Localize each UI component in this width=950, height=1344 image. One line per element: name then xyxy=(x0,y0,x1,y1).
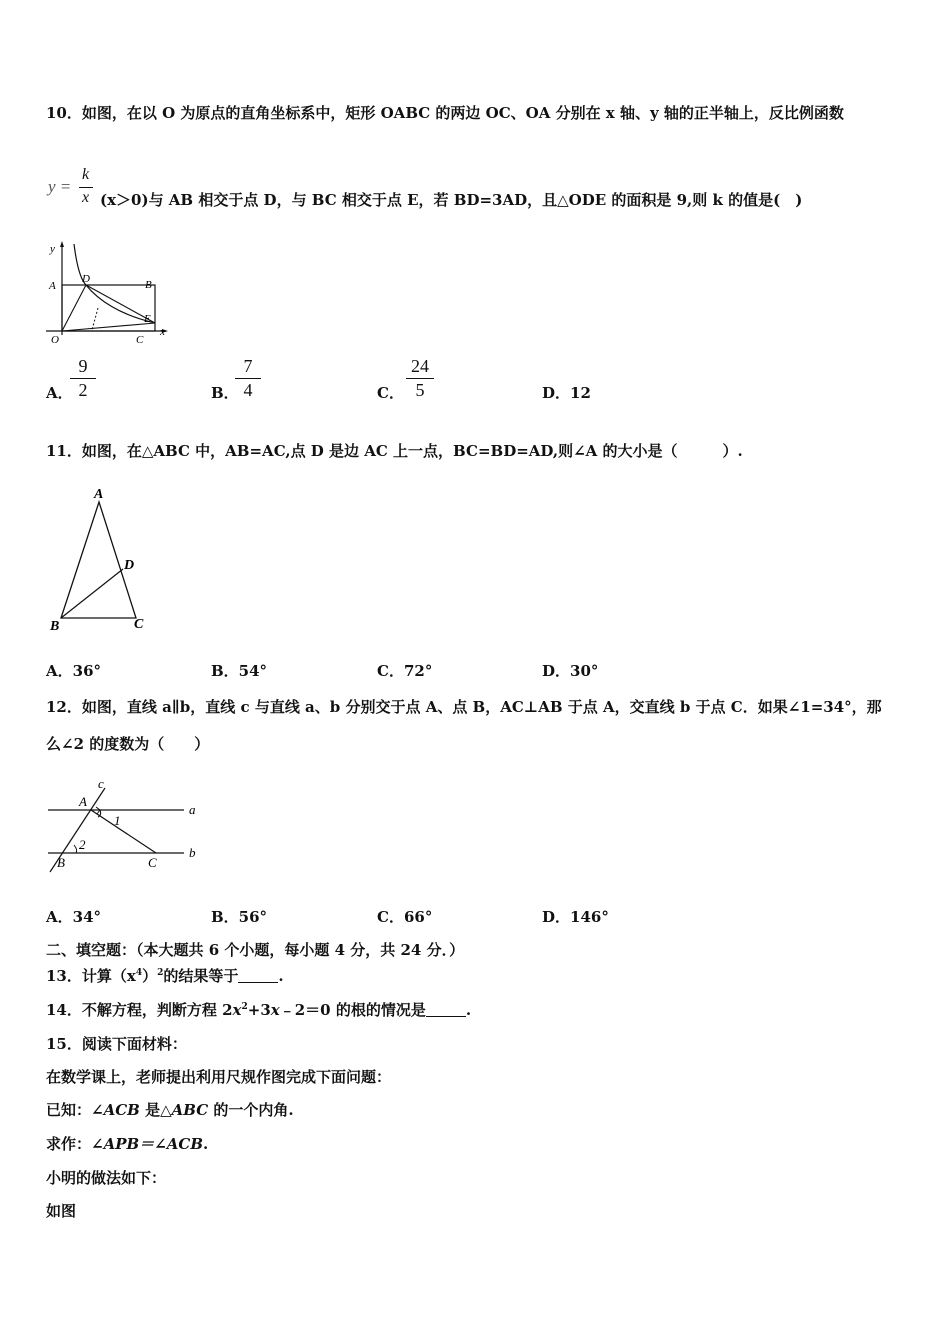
q12-option-a: A．34° xyxy=(46,908,102,926)
fig12-label-a-line: a xyxy=(189,802,196,817)
q10-figure xyxy=(40,238,175,346)
q12-stem-line1: 12．如图，直线 a∥b，直线 c 与直线 a、b 分别交于点 A、点 B，AC⊥AB 于点 A，交直线 b 于点 C．如果∠1=34°，那 xyxy=(46,698,882,716)
q13-exp2: 2 xyxy=(157,968,164,978)
q15-line2: 在数学课上，老师提出利用尺规作图完成下面问题： xyxy=(46,1068,392,1086)
q13-prefix: 13．计算（x xyxy=(46,967,136,985)
q15-line4-prefix: 求作： xyxy=(46,1135,92,1153)
q10-condition: (x＞0)与 AB 相交于点 D，与 BC 相交于点 E，若 BD=3AD，且△ODE 的面积是 9,则 k 的值是( ) xyxy=(100,191,803,209)
q10-option-b-den: 4 xyxy=(243,380,253,400)
fig12-label-angle1: 1 xyxy=(114,813,121,828)
fig12-label-b-point: B xyxy=(57,855,65,870)
q10-option-a-fraction xyxy=(70,356,96,401)
fig10-label-y: y xyxy=(50,243,55,255)
q15-line3 xyxy=(46,1100,294,1120)
fig12-label-a-point: A xyxy=(79,794,87,809)
q11-option-d: D．30° xyxy=(542,662,599,680)
q14-var2: x xyxy=(270,1001,280,1019)
fig10-label-a: A xyxy=(49,280,56,292)
q14-line xyxy=(46,1000,471,1020)
q12-figure xyxy=(42,776,207,876)
q15-line3-math2: ABC xyxy=(171,1101,209,1119)
q13-suffix: 的结果等于 xyxy=(163,967,239,985)
fig12-label-angle2: 2 xyxy=(79,837,86,852)
fig11-label-d: D xyxy=(124,558,135,573)
q10-func-lhs: y = xyxy=(48,177,72,196)
q15-line4-suffix: . xyxy=(203,1135,209,1153)
q12-option-b: B．56° xyxy=(211,908,268,926)
q10-func-den: x xyxy=(82,189,90,206)
q10-option-c-num: 24 xyxy=(406,356,434,379)
q11-option-c: C．72° xyxy=(377,662,433,680)
q13-mid: ） xyxy=(142,967,158,985)
q10-func-bar xyxy=(79,187,93,188)
fig10-label-b: B xyxy=(145,279,152,291)
q10-option-d-label xyxy=(542,382,591,403)
q14-end: . xyxy=(465,1001,472,1019)
q10-func-num: k xyxy=(82,166,90,183)
q11-figure xyxy=(44,483,154,635)
q11-stem: 11．如图，在△ABC 中，AB=AC,点 D 是边 AC 上一点，BC=BD=AD,则∠A 的大小是（ ）. xyxy=(46,442,743,460)
fig10-label-o: O xyxy=(51,334,59,346)
q15-line3-suffix: 的一个内角. xyxy=(208,1101,294,1119)
fig11-label-c: C xyxy=(134,617,144,632)
q14-prefix: 14．不解方程，判断方程 2 xyxy=(46,1001,233,1019)
q10-stem: 10．如图，在以 O 为原点的直角坐标系中，矩形 OABC 的两边 OC、OA 分别在 x 轴、y 轴的正半轴上，反比例函数 xyxy=(46,104,844,122)
q10-option-b-fraction xyxy=(235,356,261,401)
q10-option-c-fraction xyxy=(406,356,434,401)
section2-heading: 二、填空题：（本大题共 6 个小题，每小题 4 分，共 24 分．） xyxy=(46,941,465,959)
q12-option-c: C．66° xyxy=(377,908,433,926)
q15-line3-math: ∠ACB xyxy=(91,1101,140,1119)
fig11-label-a: A xyxy=(94,487,104,502)
q15-line6: 如图 xyxy=(46,1202,77,1220)
fig12-label-b-line: b xyxy=(189,845,196,860)
q10-option-c-label: C． xyxy=(377,384,404,402)
fig10-label-x: x xyxy=(160,326,165,338)
q10-function xyxy=(48,166,100,210)
q10-option-a-den: 2 xyxy=(78,380,88,400)
q11-option-b: B．54° xyxy=(211,662,268,680)
q11-option-a: A．36° xyxy=(46,662,102,680)
q14-blank[interactable] xyxy=(426,1002,466,1017)
q10-option-c-den: 5 xyxy=(415,380,425,400)
fig10-label-d: D xyxy=(82,273,90,285)
q14-suffix: ﹣2＝0 的根的情况是 xyxy=(279,1001,426,1019)
q15-line3-prefix: 已知： xyxy=(46,1101,92,1119)
q12-option-d: D．146° xyxy=(542,908,609,926)
q10-option-a-num: 9 xyxy=(70,356,96,379)
q13-line xyxy=(46,966,284,986)
q15-line4-math: ∠APB＝∠ACB xyxy=(91,1135,204,1153)
q13-exp1: 4 xyxy=(135,968,143,978)
fig12-label-c-line: c xyxy=(98,776,104,791)
q13-end: . xyxy=(278,967,284,985)
q15-line3-mid: 是△ xyxy=(139,1101,172,1119)
q10-option-d-value: 12 xyxy=(570,384,591,402)
fig10-label-e: E xyxy=(144,313,151,325)
q14-var1: x xyxy=(232,1001,242,1019)
q15-line1: 15．阅读下面材料： xyxy=(46,1035,187,1053)
q12-stem-line2: 么∠2 的度数为（ ） xyxy=(46,735,210,753)
q10-option-b-label: B． xyxy=(211,384,239,402)
q14-mid: +3 xyxy=(247,1001,271,1019)
q10-option-d-prefix: D． xyxy=(542,384,571,402)
q10-option-a-label: A． xyxy=(46,384,73,402)
q15-line5: 小明的做法如下： xyxy=(46,1169,167,1187)
q15-line4 xyxy=(46,1134,208,1154)
fig12-label-c-point: C xyxy=(148,855,157,870)
fig10-label-c: C xyxy=(136,334,144,346)
fig11-label-b: B xyxy=(50,619,60,634)
q10-option-b-num: 7 xyxy=(235,356,261,379)
q13-blank[interactable] xyxy=(238,968,278,983)
q14-exp: 2 xyxy=(241,1002,248,1012)
